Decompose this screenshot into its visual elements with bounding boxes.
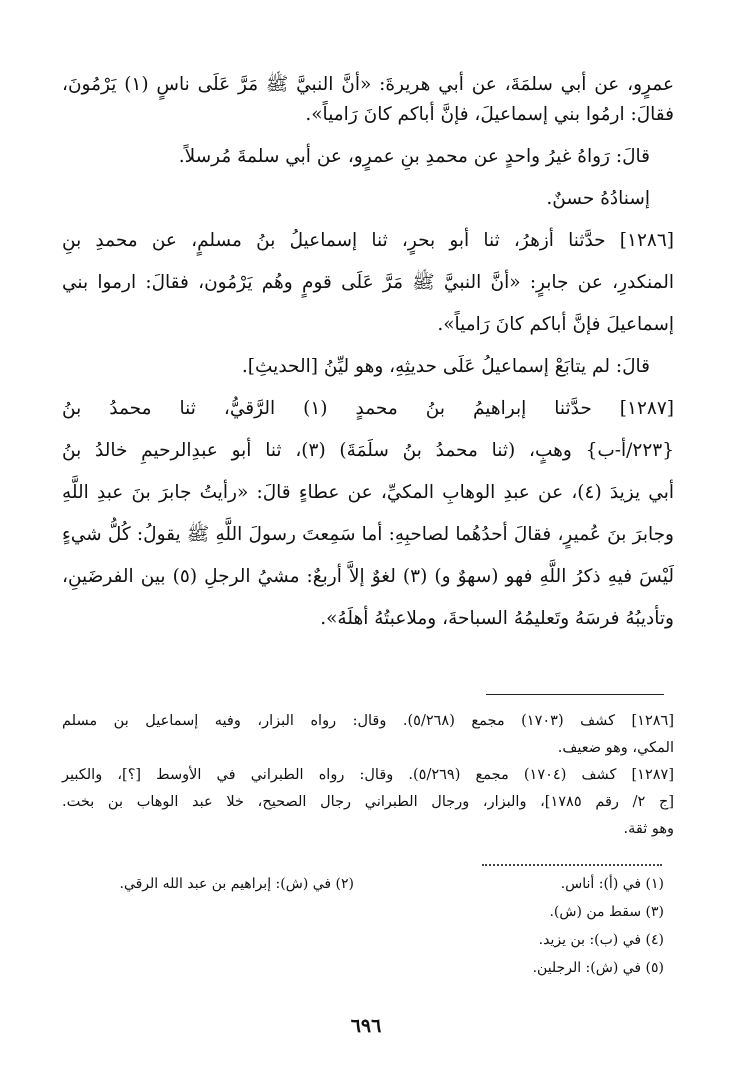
footnote-2: (٢) في (ش): إبراهيم بن عبد الله الرقي.	[119, 876, 354, 892]
hadith-1286-first-line: [١٢٨٦] حدَّثنا أزهرُ، ثنا أبو بحرٍ، ثنا إسماعيلُ بنُ مسلمٍ، عن محمدِ بنِ	[62, 230, 674, 251]
source-notes	[62, 708, 674, 843]
text-line: قالَ: لم يتابَعْ إسماعيلُ عَلَى حديثِهِ، وهو ليِّنُ [الحديثِ].	[241, 356, 650, 377]
text-line: أبي يزيدَ (٤)، عن عبدِ الوهابِ المكيِّ، عن عطاءٍ قالَ: «رأيتُ جابرَ بنَ عبدِ اللَّهِ	[62, 482, 674, 503]
hadith-1287-first-line: [١٢٨٧] حدَّثنا إبراهيمُ بنُ محمدٍ (١) الرَّقيُّ، ثنا محمدُ بنُ	[62, 398, 674, 419]
text-line: {٢٢٣/أ-ب} وهبٍ، (ثنا محمدُ بنُ سلَمَةَ) (٣)، ثنا أبو عبدِالرحيمِ خالدُ بنُ	[62, 440, 675, 461]
text-line: قالَ: رَواهُ غيرُ واحدٍ عن محمدِ بنِ عمرٍو، عن أبي سلمةَ مُرسلاً.	[178, 146, 650, 167]
note-line: المكي، وهو ضعيف.	[557, 740, 674, 756]
text-line: إسنادُهُ حسنٌ.	[546, 188, 650, 209]
footnote-divider	[486, 694, 664, 695]
note-line: [ج ٢/ رقم ١٧٨٥]، والبزار، ورجال الطبراني رجال الصحيح، خلا عبد الوهاب بن بخت.	[62, 794, 674, 810]
text-line: وتأديبُهُ فرسَهُ وتَعليمُهُ السباحةَ، وملاعبتُهُ أهلَهُ».	[320, 608, 674, 629]
text-line: وجابرَ بنَ عُميرٍ، فقالَ أحدُهُما لصاحبِهِ: أما سَمِعتَ رسولَ اللَّهِ ﷺ يقولُ: كُلُّ شيءٍ	[62, 524, 674, 545]
main-text	[62, 70, 674, 634]
note-line: [١٢٨٦] كشف (١٧٠٣) مجمع (٥/٢٦٨). وقال: رواه البزار، وفيه إسماعيل بن مسلم	[62, 713, 674, 729]
footnote-3: (٣) سقط من (ش).	[549, 904, 664, 920]
note-line: وهو ثقة.	[623, 821, 674, 837]
text-line: عمرٍو، عن أبي سلمَةَ، عن أبي هريرةَ: «أنَّ النبيَّ ﷺ مَرَّ عَلَى ناسٍ (١) يَرْمُونَ،	[62, 74, 674, 95]
footnote-1: (١) في (أ): أناس.	[560, 876, 664, 892]
footnote-5: (٥) في (ش): الرجلين.	[532, 960, 664, 976]
footnote-4: (٤) في (ب): بن يزيد.	[538, 932, 664, 948]
text-line: المنكدرِ، عن جابرٍ: «أنَّ النبيَّ ﷺ مَرَّ عَلَى قومٍ وهُم يَرْمُون، فقالَ: ارموا بني	[62, 272, 674, 293]
text-line: لَيْسَ فيهِ ذكرُ اللَّهِ فهو (سهوٌ و) (٣) لغوٌ إلاَّ أربعٌ: مشيُ الرجلِ (٥) بين الفرضَينِ،	[62, 566, 674, 587]
note-line: [١٢٨٧] كشف (١٧٠٤) مجمع (٥/٢٦٩). وقال: رواه الطبراني في الأوسط [؟]، والكبير	[62, 767, 674, 783]
text-line: إسماعيلَ فإنَّ أباكم كانَ رَامياً».	[437, 314, 674, 335]
text-line: فقالَ: ارمُوا بني إسماعيلَ، فإنَّ أباكم كانَ رَامياً».	[305, 104, 674, 125]
page-number: ٦٩٦	[350, 1015, 382, 1037]
footnote-dotted-divider	[482, 864, 662, 866]
